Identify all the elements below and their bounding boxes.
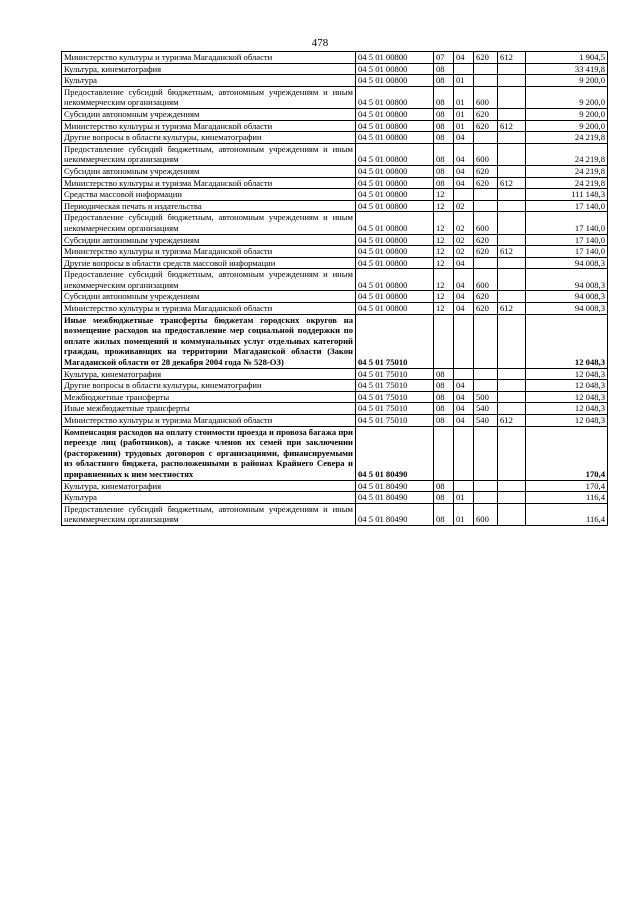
table-row	[62, 303, 608, 315]
table-row	[62, 86, 608, 108]
row-amount-cell: 12 048,3	[526, 380, 608, 392]
row-target-code-cell: 04 5 01 80490	[356, 426, 434, 480]
row-subsection-cell: 02	[454, 246, 474, 258]
table-row	[62, 52, 608, 64]
row-section-cell: 12	[434, 189, 454, 201]
row-administrator-cell	[498, 75, 526, 87]
row-name-cell: Субсидии автономным учреждениям	[62, 165, 356, 177]
row-subsection-cell: 04	[454, 303, 474, 315]
row-name-cell: Предоставление субсидий бюджетным, автономным учреждениям и иным некоммерческим организациям	[62, 269, 356, 291]
row-target-code-cell: 04 5 01 75010	[356, 391, 434, 403]
row-amount-cell: 17 140,0	[526, 212, 608, 234]
row-target-code-cell: 04 5 01 00800	[356, 189, 434, 201]
row-amount-cell: 24 219,8	[526, 165, 608, 177]
row-name-cell: Культура	[62, 492, 356, 504]
row-target-code-cell: 04 5 01 00800	[356, 165, 434, 177]
row-subsection-cell: 04	[454, 177, 474, 189]
row-section-cell: 08	[434, 132, 454, 144]
row-subsection-cell: 01	[454, 120, 474, 132]
row-expense-type-cell: 600	[474, 503, 498, 525]
table-row	[62, 380, 608, 392]
row-section-cell: 12	[434, 200, 454, 212]
row-administrator-cell	[498, 200, 526, 212]
row-administrator-cell	[498, 291, 526, 303]
row-administrator-cell	[498, 189, 526, 201]
row-subsection-cell: 04	[454, 380, 474, 392]
row-subsection-cell: 02	[454, 212, 474, 234]
budget-table-body	[62, 52, 608, 526]
row-amount-cell: 17 140,0	[526, 246, 608, 258]
row-name-cell: Другие вопросы в области средств массовой информации	[62, 257, 356, 269]
row-target-code-cell: 04 5 01 00800	[356, 246, 434, 258]
row-target-code-cell: 04 5 01 80490	[356, 492, 434, 504]
row-target-code-cell: 04 5 01 00800	[356, 143, 434, 165]
row-subsection-cell: 04	[454, 52, 474, 64]
table-row	[62, 492, 608, 504]
row-amount-cell: 9 200,0	[526, 75, 608, 87]
row-section-cell: 08	[434, 380, 454, 392]
row-expense-type-cell: 620	[474, 234, 498, 246]
row-name-cell: Предоставление субсидий бюджетным, автономным учреждениям и иным некоммерческим организациям	[62, 212, 356, 234]
row-expense-type-cell	[474, 200, 498, 212]
row-subsection-cell: 04	[454, 269, 474, 291]
row-name-cell: Культура, кинематография	[62, 480, 356, 492]
row-amount-cell: 12 048,3	[526, 391, 608, 403]
row-administrator-cell	[498, 492, 526, 504]
row-subsection-cell	[454, 189, 474, 201]
row-amount-cell: 24 219,8	[526, 177, 608, 189]
row-administrator-cell	[498, 314, 526, 368]
row-expense-type-cell	[474, 426, 498, 480]
row-section-cell: 12	[434, 234, 454, 246]
row-subsection-cell: 01	[454, 86, 474, 108]
row-section-cell: 08	[434, 503, 454, 525]
row-amount-cell: 1 904,5	[526, 52, 608, 64]
row-target-code-cell: 04 5 01 00800	[356, 200, 434, 212]
row-name-cell: Министерство культуры и туризма Магаданской области	[62, 120, 356, 132]
row-target-code-cell: 04 5 01 00800	[356, 52, 434, 64]
row-name-cell: Министерство культуры и туризма Магаданской области	[62, 246, 356, 258]
row-administrator-cell	[498, 86, 526, 108]
row-expense-type-cell: 540	[474, 403, 498, 415]
row-section-cell	[434, 426, 454, 480]
row-administrator-cell	[498, 257, 526, 269]
row-target-code-cell: 04 5 01 00800	[356, 291, 434, 303]
row-target-code-cell: 04 5 01 75010	[356, 368, 434, 380]
table-row	[62, 480, 608, 492]
row-subsection-cell: 01	[454, 108, 474, 120]
table-row	[62, 503, 608, 525]
row-expense-type-cell: 540	[474, 415, 498, 427]
row-target-code-cell: 04 5 01 75010	[356, 314, 434, 368]
row-expense-type-cell	[474, 380, 498, 392]
row-target-code-cell: 04 5 01 00800	[356, 234, 434, 246]
row-amount-cell: 12 048,3	[526, 314, 608, 368]
row-target-code-cell: 04 5 01 00800	[356, 120, 434, 132]
budget-table	[61, 51, 608, 526]
row-section-cell: 12	[434, 269, 454, 291]
row-section-cell: 12	[434, 257, 454, 269]
row-amount-cell: 17 140,0	[526, 234, 608, 246]
row-section-cell: 08	[434, 403, 454, 415]
row-section-cell: 08	[434, 177, 454, 189]
row-target-code-cell: 04 5 01 00800	[356, 303, 434, 315]
row-expense-type-cell: 620	[474, 52, 498, 64]
row-name-cell: Субсидии автономным учреждениям	[62, 234, 356, 246]
row-amount-cell: 94 008,3	[526, 291, 608, 303]
row-section-cell: 08	[434, 63, 454, 75]
row-subsection-cell: 01	[454, 75, 474, 87]
table-row	[62, 143, 608, 165]
row-subsection-cell: 01	[454, 503, 474, 525]
row-name-cell: Министерство культуры и туризма Магаданской области	[62, 177, 356, 189]
row-target-code-cell: 04 5 01 75010	[356, 380, 434, 392]
row-expense-type-cell	[474, 189, 498, 201]
row-amount-cell: 24 219,8	[526, 132, 608, 144]
row-administrator-cell	[498, 391, 526, 403]
table-row	[62, 391, 608, 403]
row-administrator-cell	[498, 165, 526, 177]
row-subsection-cell: 02	[454, 234, 474, 246]
row-administrator-cell	[498, 269, 526, 291]
row-amount-cell: 9 200,0	[526, 120, 608, 132]
row-section-cell: 08	[434, 143, 454, 165]
table-row	[62, 120, 608, 132]
row-amount-cell: 9 200,0	[526, 108, 608, 120]
row-subsection-cell	[454, 368, 474, 380]
row-name-cell: Культура	[62, 75, 356, 87]
row-expense-type-cell	[474, 75, 498, 87]
row-expense-type-cell	[474, 257, 498, 269]
row-target-code-cell: 04 5 01 00800	[356, 86, 434, 108]
row-section-cell: 08	[434, 75, 454, 87]
row-target-code-cell: 04 5 01 00800	[356, 177, 434, 189]
table-row	[62, 415, 608, 427]
row-expense-type-cell: 620	[474, 120, 498, 132]
row-section-cell: 08	[434, 391, 454, 403]
row-section-cell: 08	[434, 480, 454, 492]
row-subsection-cell: 04	[454, 415, 474, 427]
row-section-cell: 08	[434, 415, 454, 427]
row-expense-type-cell: 620	[474, 177, 498, 189]
table-row	[62, 269, 608, 291]
row-subsection-cell: 04	[454, 143, 474, 165]
row-expense-type-cell: 600	[474, 212, 498, 234]
row-name-cell: Компенсация расходов на оплату стоимости проезда и провоза багажа при переезде лиц (работников), а также членов их семей при заключении (расторжении) трудовых договоров с организациями, финансируемыми из областного бюджета, расположенными в районах Крайнего Севера и приравненных к ним местностях	[62, 426, 356, 480]
row-administrator-cell	[498, 63, 526, 75]
row-expense-type-cell	[474, 368, 498, 380]
row-name-cell: Субсидии автономным учреждениям	[62, 108, 356, 120]
row-target-code-cell: 04 5 01 00800	[356, 132, 434, 144]
row-amount-cell: 9 200,0	[526, 86, 608, 108]
table-row	[62, 246, 608, 258]
row-subsection-cell: 04	[454, 132, 474, 144]
row-amount-cell: 94 008,3	[526, 257, 608, 269]
row-expense-type-cell: 620	[474, 291, 498, 303]
row-target-code-cell: 04 5 01 00800	[356, 75, 434, 87]
row-expense-type-cell	[474, 480, 498, 492]
row-name-cell: Культура, кинематография	[62, 368, 356, 380]
row-expense-type-cell: 620	[474, 108, 498, 120]
row-target-code-cell: 04 5 01 00800	[356, 257, 434, 269]
row-section-cell: 08	[434, 86, 454, 108]
row-subsection-cell: 04	[454, 391, 474, 403]
row-expense-type-cell: 600	[474, 143, 498, 165]
row-name-cell: Межбюджетные трансферты	[62, 391, 356, 403]
row-subsection-cell: 04	[454, 257, 474, 269]
row-expense-type-cell: 620	[474, 246, 498, 258]
row-expense-type-cell: 600	[474, 269, 498, 291]
row-amount-cell: 24 219,8	[526, 143, 608, 165]
row-expense-type-cell: 620	[474, 165, 498, 177]
row-subsection-cell: 04	[454, 291, 474, 303]
row-target-code-cell: 04 5 01 75010	[356, 415, 434, 427]
row-name-cell: Министерство культуры и туризма Магаданской области	[62, 52, 356, 64]
table-row	[62, 212, 608, 234]
row-amount-cell: 116,4	[526, 492, 608, 504]
row-administrator-cell	[498, 403, 526, 415]
row-administrator-cell: 612	[498, 303, 526, 315]
row-administrator-cell: 612	[498, 415, 526, 427]
table-row	[62, 200, 608, 212]
row-subsection-cell: 04	[454, 165, 474, 177]
row-amount-cell: 111 148,3	[526, 189, 608, 201]
table-row	[62, 63, 608, 75]
row-amount-cell: 33 419,8	[526, 63, 608, 75]
row-target-code-cell: 04 5 01 75010	[356, 403, 434, 415]
table-row	[62, 403, 608, 415]
row-section-cell: 08	[434, 368, 454, 380]
row-section-cell: 08	[434, 120, 454, 132]
row-administrator-cell	[498, 108, 526, 120]
row-administrator-cell	[498, 426, 526, 480]
row-amount-cell: 170,4	[526, 426, 608, 480]
row-target-code-cell: 04 5 01 00800	[356, 63, 434, 75]
row-expense-type-cell	[474, 63, 498, 75]
row-administrator-cell	[498, 234, 526, 246]
row-amount-cell: 12 048,3	[526, 403, 608, 415]
row-administrator-cell	[498, 368, 526, 380]
row-target-code-cell: 04 5 01 00800	[356, 269, 434, 291]
row-amount-cell: 116,4	[526, 503, 608, 525]
row-expense-type-cell: 500	[474, 391, 498, 403]
row-name-cell: Министерство культуры и туризма Магаданской области	[62, 415, 356, 427]
row-name-cell: Периодическая печать и издательства	[62, 200, 356, 212]
table-row	[62, 75, 608, 87]
row-name-cell: Иные межбюджетные трансферты	[62, 403, 356, 415]
row-subsection-cell: 01	[454, 492, 474, 504]
row-section-cell: 12	[434, 303, 454, 315]
row-amount-cell: 170,4	[526, 480, 608, 492]
row-name-cell: Предоставление субсидий бюджетным, автономным учреждениям и иным некоммерческим организациям	[62, 86, 356, 108]
row-administrator-cell	[498, 132, 526, 144]
row-name-cell: Средства массовой информации	[62, 189, 356, 201]
row-administrator-cell: 612	[498, 52, 526, 64]
row-expense-type-cell: 600	[474, 86, 498, 108]
row-administrator-cell	[498, 503, 526, 525]
table-row	[62, 177, 608, 189]
row-section-cell: 12	[434, 246, 454, 258]
row-amount-cell: 12 048,3	[526, 368, 608, 380]
row-expense-type-cell	[474, 492, 498, 504]
row-name-cell: Другие вопросы в области культуры, кинематографии	[62, 132, 356, 144]
row-subsection-cell: 02	[454, 200, 474, 212]
row-section-cell: 08	[434, 108, 454, 120]
table-row	[62, 108, 608, 120]
row-subsection-cell	[454, 314, 474, 368]
row-target-code-cell: 04 5 01 80490	[356, 480, 434, 492]
row-subsection-cell	[454, 480, 474, 492]
table-row	[62, 257, 608, 269]
row-name-cell: Предоставление субсидий бюджетным, автономным учреждениям и иным некоммерческим организациям	[62, 143, 356, 165]
page-number: 478	[311, 37, 329, 49]
row-name-cell: Предоставление субсидий бюджетным, автономным учреждениям и иным некоммерческим организациям	[62, 503, 356, 525]
row-amount-cell: 94 008,3	[526, 269, 608, 291]
row-expense-type-cell: 620	[474, 303, 498, 315]
row-subsection-cell	[454, 426, 474, 480]
row-administrator-cell	[498, 143, 526, 165]
row-section-cell: 08	[434, 165, 454, 177]
row-amount-cell: 94 008,3	[526, 303, 608, 315]
row-expense-type-cell	[474, 314, 498, 368]
row-name-cell: Министерство культуры и туризма Магаданской области	[62, 303, 356, 315]
row-target-code-cell: 04 5 01 80490	[356, 503, 434, 525]
row-administrator-cell	[498, 212, 526, 234]
table-row	[62, 368, 608, 380]
row-administrator-cell: 612	[498, 246, 526, 258]
row-name-cell: Субсидии автономным учреждениям	[62, 291, 356, 303]
table-row	[62, 314, 608, 368]
row-name-cell: Культура, кинематография	[62, 63, 356, 75]
row-target-code-cell: 04 5 01 00800	[356, 212, 434, 234]
row-administrator-cell: 612	[498, 120, 526, 132]
row-name-cell: Другие вопросы в области культуры, кинематографии	[62, 380, 356, 392]
row-subsection-cell: 04	[454, 403, 474, 415]
row-amount-cell: 17 140,0	[526, 200, 608, 212]
table-row	[62, 165, 608, 177]
row-expense-type-cell	[474, 132, 498, 144]
row-name-cell: Иные межбюджетные трансферты бюджетам городских округов на возмещение расходов на предоставление мер социальной поддержки по оплате жилых помещений и коммунальных услуг отдельных категорий граждан, проживающих на территории Магаданской области (Закон Магаданской области от 28 декабря 2004 года № 528-ОЗ)	[62, 314, 356, 368]
row-target-code-cell: 04 5 01 00800	[356, 108, 434, 120]
row-section-cell: 07	[434, 52, 454, 64]
row-section-cell: 12	[434, 291, 454, 303]
table-row	[62, 189, 608, 201]
row-administrator-cell	[498, 480, 526, 492]
table-row	[62, 132, 608, 144]
table-row	[62, 234, 608, 246]
row-section-cell	[434, 314, 454, 368]
table-row	[62, 426, 608, 480]
row-amount-cell: 12 048,3	[526, 415, 608, 427]
row-subsection-cell	[454, 63, 474, 75]
table-row	[62, 291, 608, 303]
row-administrator-cell	[498, 380, 526, 392]
row-administrator-cell: 612	[498, 177, 526, 189]
row-section-cell: 08	[434, 492, 454, 504]
row-section-cell: 12	[434, 212, 454, 234]
